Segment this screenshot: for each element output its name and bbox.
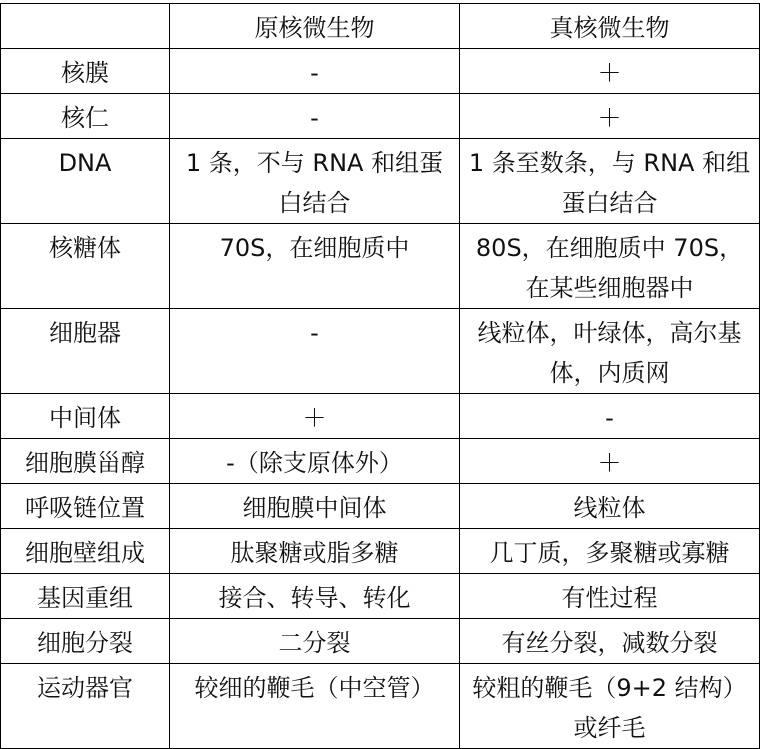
header-cell-eukaryote: 真核微生物 xyxy=(460,4,760,49)
eukaryote-cell: ＋ xyxy=(460,94,760,139)
prokaryote-cell: 细胞膜中间体 xyxy=(170,484,460,529)
header-cell-prokaryote: 原核微生物 xyxy=(170,4,460,49)
row-label: 中间体 xyxy=(1,394,170,439)
row-label: 核仁 xyxy=(1,94,170,139)
eukaryote-cell: 有丝分裂，减数分裂 xyxy=(460,619,760,664)
table-row xyxy=(1,224,760,309)
table-row xyxy=(1,394,760,439)
row-label: 核膜 xyxy=(1,49,170,94)
row-label: 细胞膜甾醇 xyxy=(1,439,170,484)
eukaryote-cell: 线粒体，叶绿体，高尔基体，内质网 xyxy=(460,309,760,394)
prokaryote-cell: 70S，在细胞质中 xyxy=(170,224,460,309)
prokaryote-cell: 接合、转导、转化 xyxy=(170,574,460,619)
prokaryote-cell: 肽聚糖或脂多糖 xyxy=(170,529,460,574)
header-row xyxy=(1,4,760,49)
header-cell-label xyxy=(1,4,170,49)
table-row xyxy=(1,574,760,619)
prokaryote-cell: 较细的鞭毛（中空管） xyxy=(170,664,460,749)
comparison-table xyxy=(0,3,760,749)
table-row xyxy=(1,439,760,484)
table-row xyxy=(1,94,760,139)
eukaryote-cell: 几丁质，多聚糖或寡糖 xyxy=(460,529,760,574)
eukaryote-cell: 80S，在细胞质中 70S，在某些细胞器中 xyxy=(460,224,760,309)
prokaryote-cell: - xyxy=(170,309,460,394)
row-label: 细胞分裂 xyxy=(1,619,170,664)
prokaryote-cell: 二分裂 xyxy=(170,619,460,664)
table-row xyxy=(1,529,760,574)
row-label: 核糖体 xyxy=(1,224,170,309)
row-label: 细胞器 xyxy=(1,309,170,394)
table-row xyxy=(1,664,760,749)
eukaryote-cell: ＋ xyxy=(460,439,760,484)
eukaryote-cell: 1 条至数条，与 RNA 和组蛋白结合 xyxy=(460,139,760,224)
prokaryote-cell: - xyxy=(170,94,460,139)
row-label: 基因重组 xyxy=(1,574,170,619)
table-row xyxy=(1,484,760,529)
eukaryote-cell: - xyxy=(460,394,760,439)
row-label: 运动器官 xyxy=(1,664,170,749)
row-label: 呼吸链位置 xyxy=(1,484,170,529)
row-label: DNA xyxy=(1,139,170,224)
table-row xyxy=(1,139,760,224)
prokaryote-cell: - xyxy=(170,49,460,94)
table-row xyxy=(1,619,760,664)
prokaryote-cell: ＋ xyxy=(170,394,460,439)
eukaryote-cell: 有性过程 xyxy=(460,574,760,619)
prokaryote-cell: 1 条，不与 RNA 和组蛋白结合 xyxy=(170,139,460,224)
eukaryote-cell: 线粒体 xyxy=(460,484,760,529)
row-label: 细胞壁组成 xyxy=(1,529,170,574)
table-row xyxy=(1,49,760,94)
eukaryote-cell: ＋ xyxy=(460,49,760,94)
table-row xyxy=(1,309,760,394)
eukaryote-cell: 较粗的鞭毛（9+2 结构）或纤毛 xyxy=(460,664,760,749)
prokaryote-cell: -（除支原体外） xyxy=(170,439,460,484)
